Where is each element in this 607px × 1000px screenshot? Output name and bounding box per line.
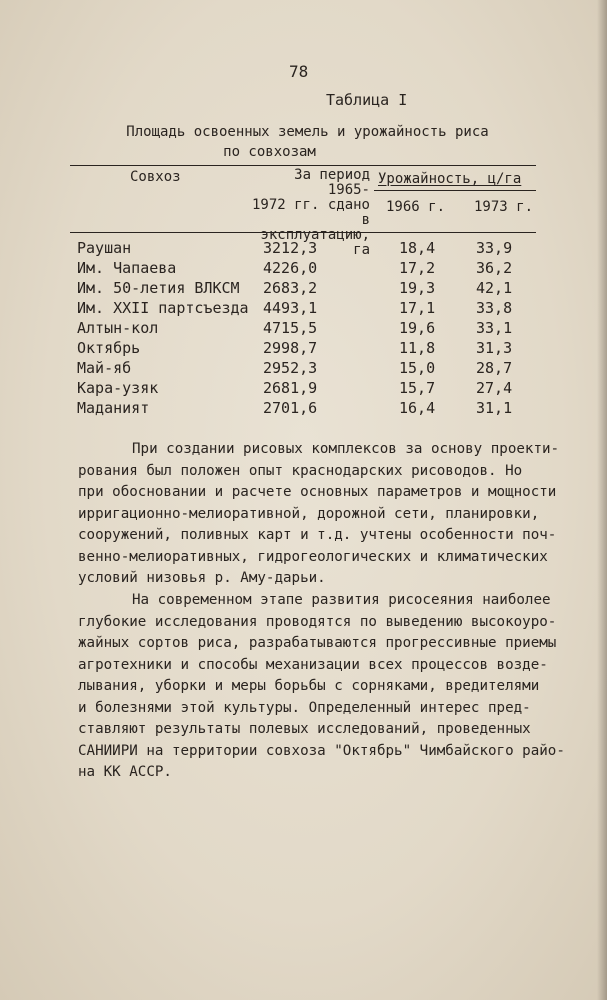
cell-area: 2683,2 <box>263 279 318 297</box>
table-row <box>0 379 607 399</box>
paragraph-line: глубокие исследования проводятся по выведению высокоуро- <box>78 613 557 630</box>
table-row <box>0 399 607 419</box>
header-period-line: За период 1965- <box>294 167 370 198</box>
paragraph-line: жайных сортов риса, разрабатываются прогрессивные приемы <box>78 635 557 651</box>
cell-sovhoz-name: Кара-узяк <box>77 379 159 397</box>
paragraph-line: На современном этапе развития рисосеяния наиболее <box>132 592 551 608</box>
yield-header-rule <box>374 190 536 191</box>
cell-yield-1966: 19,3 <box>399 279 436 297</box>
cell-yield-1973: 33,1 <box>476 319 513 337</box>
header-year-1973: 1973 г. <box>474 199 534 215</box>
table-row <box>0 239 607 259</box>
table-caption-line-1: Площадь освоенных земель и урожайность риса <box>126 124 489 140</box>
cell-area: 4715,5 <box>263 319 318 337</box>
cell-area: 2952,3 <box>263 359 318 377</box>
cell-area: 2701,6 <box>263 399 318 417</box>
cell-yield-1973: 31,3 <box>476 339 513 357</box>
cell-sovhoz-name: Им. Чапаева <box>77 259 177 277</box>
cell-yield-1973: 28,7 <box>476 359 513 377</box>
cell-yield-1966: 17,2 <box>399 259 436 277</box>
table-caption-line-2: по совхозам <box>223 144 316 160</box>
header-period-line: 1972 гг. сдано <box>251 197 370 213</box>
paragraph-line: и болезнями этой культуры. Определенный интерес пред- <box>78 699 531 716</box>
cell-sovhoz-name: Им. 50-летия ВЛКСМ <box>77 279 240 297</box>
cell-yield-1966: 19,6 <box>399 319 436 337</box>
header-year-1966: 1966 г. <box>386 199 446 215</box>
cell-sovhoz-name: Май-яб <box>77 359 132 377</box>
header-period-line: в эксплуатацию, <box>260 212 370 243</box>
cell-sovhoz-name: Алтын-кол <box>77 319 159 337</box>
page-number: 78 <box>289 62 309 81</box>
table-row <box>0 279 607 299</box>
paragraph-line: рования был положен опыт краснодарских рисоводов. Но <box>78 462 523 479</box>
table-row <box>0 339 607 359</box>
cell-sovhoz-name: Им. XXII партсъезда <box>77 299 249 317</box>
paragraph-line: на КК АССР. <box>78 764 172 780</box>
paragraph-line: ирригационно-мелиоративной, дорожной сети, планировки, <box>78 505 540 522</box>
paragraph-line: условий низовья р. Аму-дарьи. <box>78 570 326 586</box>
cell-sovhoz-name: Маданият <box>77 399 150 417</box>
header-yield: Урожайность, ц/га <box>378 171 522 187</box>
table-row <box>0 299 607 319</box>
table-row <box>0 259 607 279</box>
table-row <box>0 359 607 379</box>
cell-yield-1966: 11,8 <box>399 339 436 357</box>
paragraph-line: лывания, уборки и меры борьбы с сорняками, вредителями <box>78 678 540 694</box>
header-sovhoz: Совхоз <box>130 169 181 185</box>
paragraph-line: ставляют результаты полевых исследований, проведенных <box>78 721 531 737</box>
cell-yield-1973: 31,1 <box>476 399 513 417</box>
cell-area: 4226,0 <box>263 259 318 277</box>
cell-yield-1973: 42,1 <box>476 279 513 297</box>
cell-yield-1973: 27,4 <box>476 379 513 397</box>
cell-sovhoz-name: Раушан <box>77 239 132 257</box>
paragraph-1 <box>78 439 559 590</box>
paragraph-line: сооружений, поливных карт и т.д. учтены особенности поч- <box>78 527 557 543</box>
cell-area: 2998,7 <box>263 339 318 357</box>
cell-yield-1973: 33,8 <box>476 299 513 317</box>
header-period-line: га <box>353 242 370 258</box>
cell-area: 4493,1 <box>263 299 318 317</box>
cell-sovhoz-name: Октябрь <box>77 339 141 357</box>
paragraph-line: САНИИРИ на территории совхоза "Октябрь" Чимбайского райо- <box>78 742 565 759</box>
table-label: Таблица I <box>326 91 408 109</box>
cell-yield-1973: 36,2 <box>476 259 513 277</box>
cell-yield-1966: 15,7 <box>399 379 436 397</box>
cell-area: 3212,3 <box>263 239 318 257</box>
cell-yield-1966: 18,4 <box>399 239 436 257</box>
cell-yield-1966: 15,0 <box>399 359 436 377</box>
page-edge-shadow <box>597 0 607 1000</box>
paragraph-line: При создании рисовых комплексов за основу проекти- <box>132 441 560 457</box>
cell-area: 2681,9 <box>263 379 318 397</box>
paragraph-2 <box>78 590 565 784</box>
table-row <box>0 319 607 339</box>
paragraph-line: при обосновании и расчете основных параметров и мощности <box>78 484 557 500</box>
cell-yield-1973: 33,9 <box>476 239 513 257</box>
cell-yield-1966: 16,4 <box>399 399 436 417</box>
table-top-rule <box>70 165 536 166</box>
cell-yield-1966: 17,1 <box>399 299 436 317</box>
paragraph-line: агротехники и способы механизации всех процессов возде- <box>78 656 548 673</box>
paragraph-line: венно-мелиоративных, гидрогеологических и климатических <box>78 548 548 565</box>
